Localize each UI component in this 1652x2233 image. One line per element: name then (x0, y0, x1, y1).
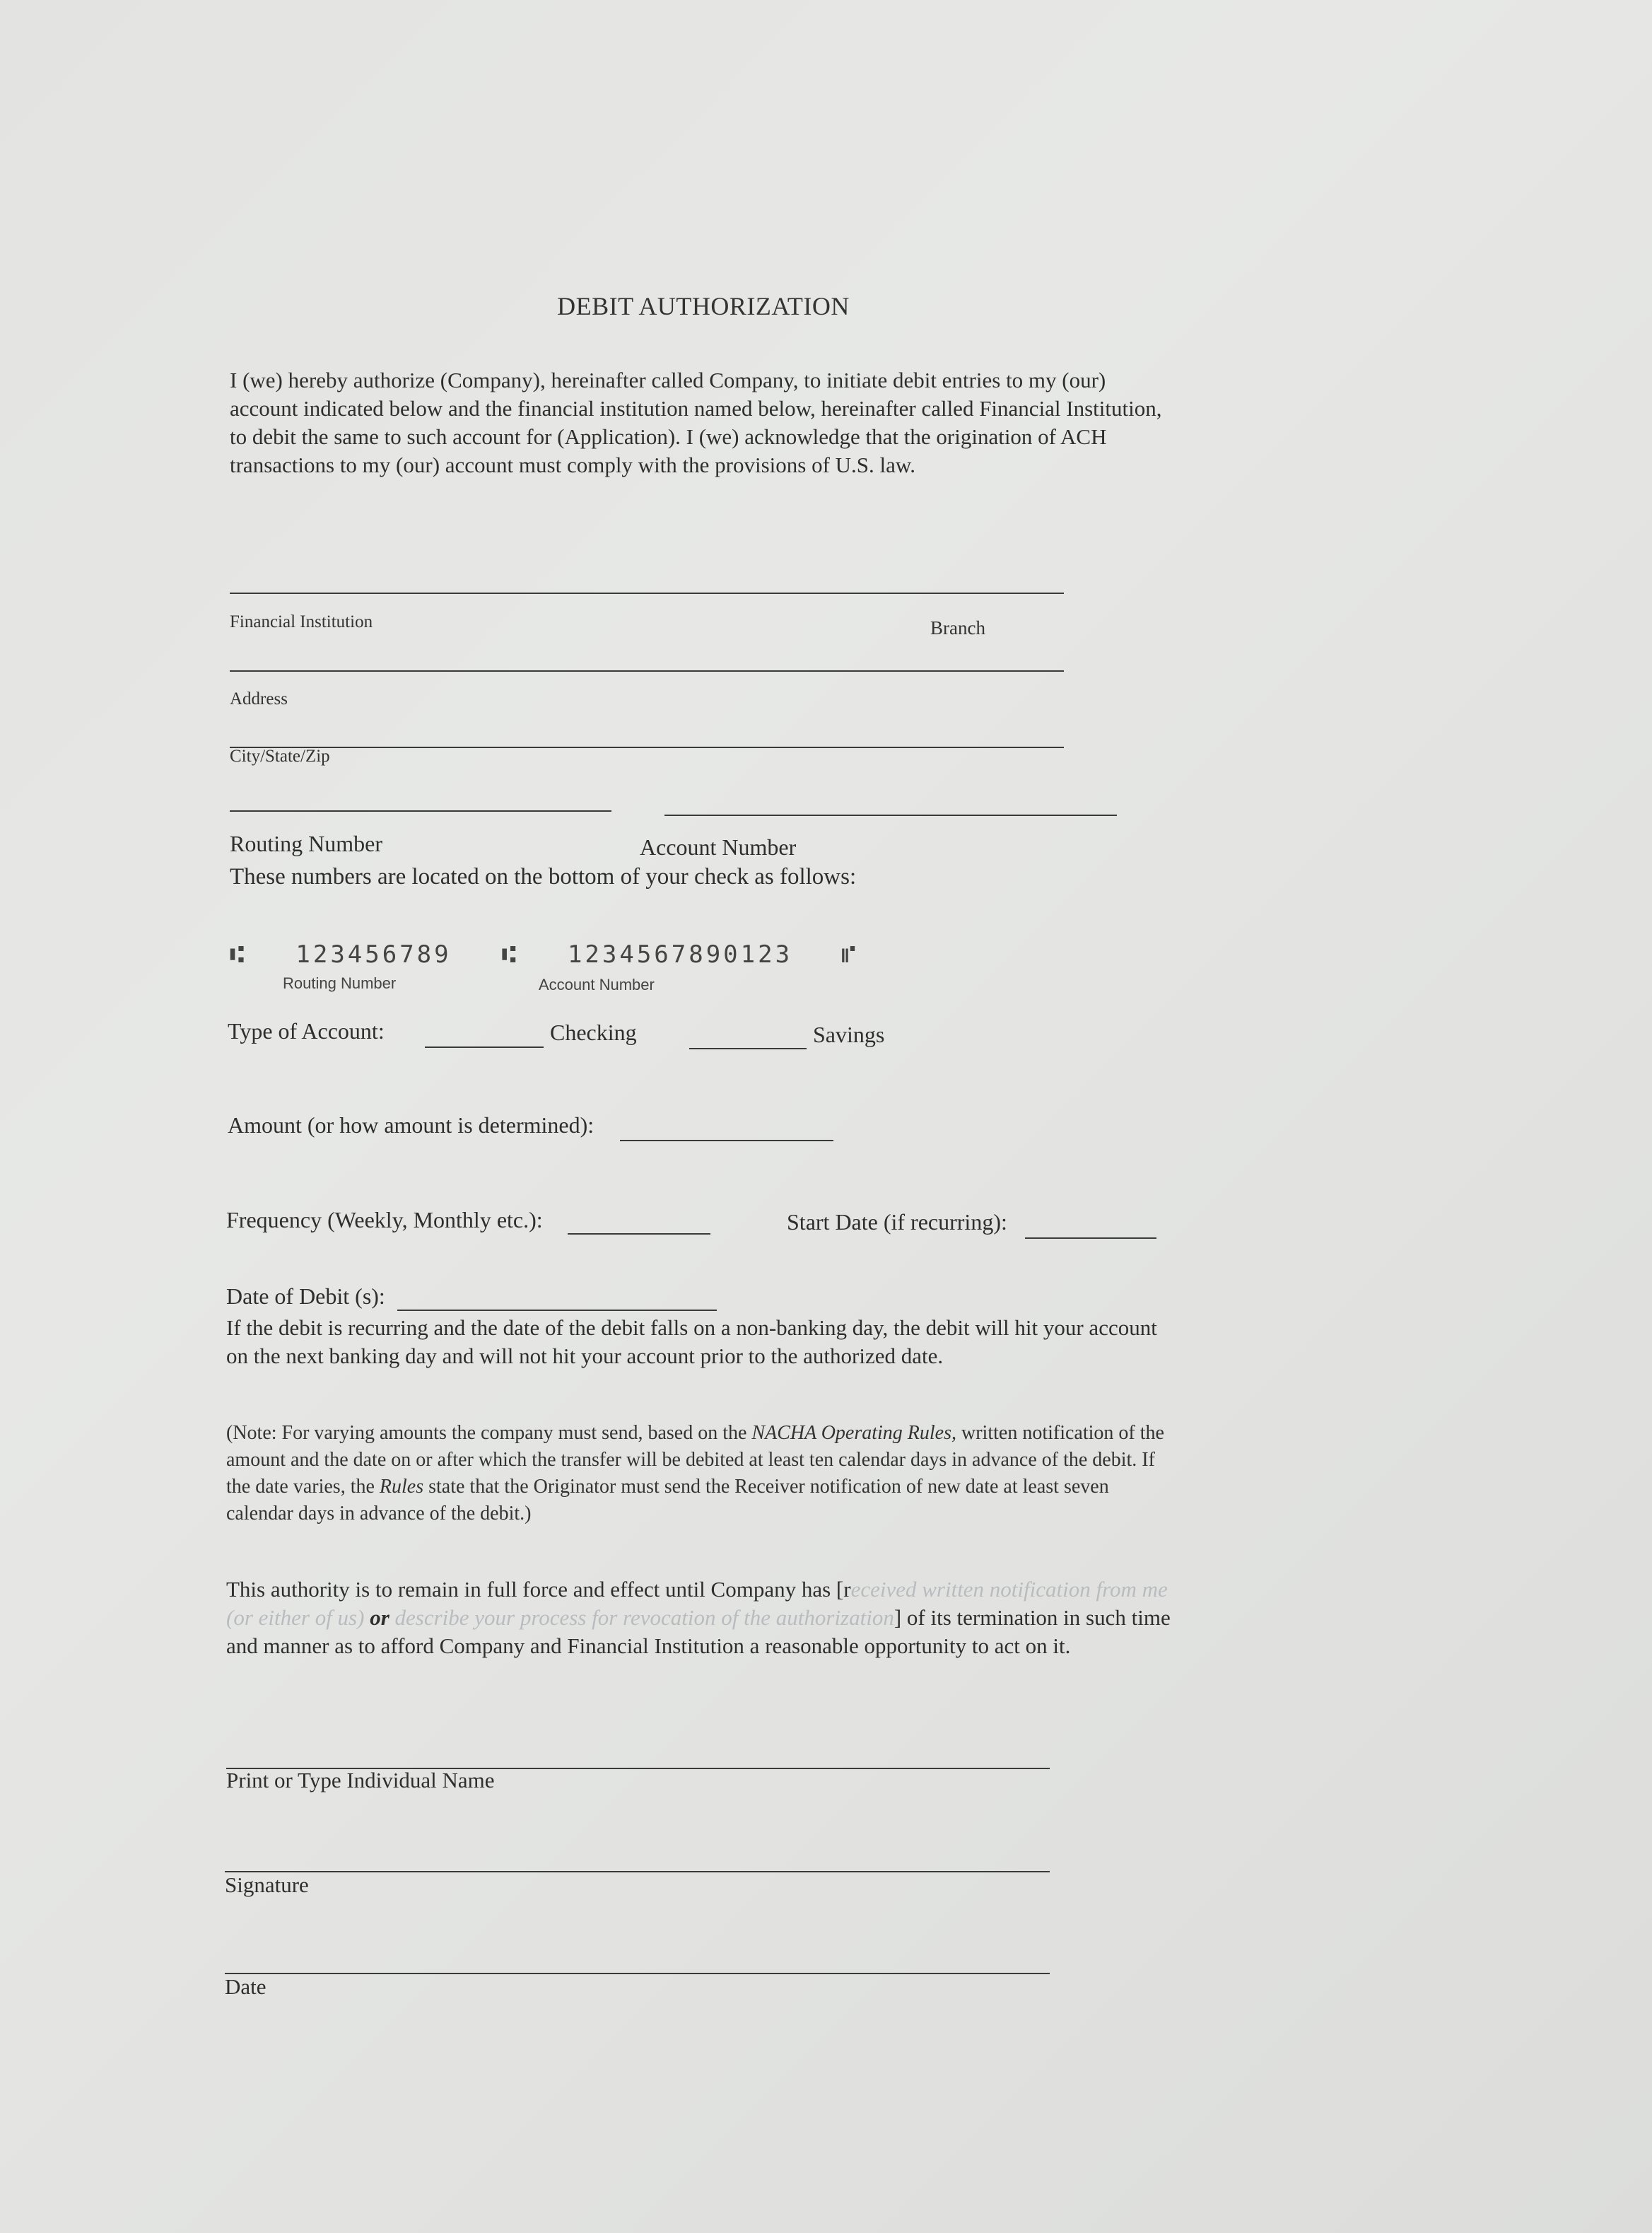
address-line[interactable] (230, 670, 1064, 672)
branch-label: Branch (930, 617, 985, 639)
start-date-blank[interactable] (1025, 1237, 1156, 1239)
authority-end: ] of its termination in such time and manner as to afford Company and Financial Institution a reasonable opportunity to act on it. (226, 1605, 1171, 1658)
individual-name-label: Print or Type Individual Name (226, 1768, 495, 1792)
recurring-debit-note: If the debit is recurring and the date of the debit falls on a non-banking day, the debit will hit your account on the next banking day and will not hit your account prior to the authorized date. (226, 1315, 1157, 1368)
micr-on-us-symbol: ⑈ (841, 940, 859, 969)
date-label: Date (225, 1974, 266, 1999)
account-number-line[interactable] (664, 815, 1117, 816)
document-title: DEBIT AUTHORIZATION (557, 292, 850, 320)
authority-or: or (370, 1605, 389, 1630)
note-rules-name: NACHA Operating Rules, (751, 1422, 957, 1444)
account-number-label: Account Number (640, 834, 797, 860)
address-label: Address (230, 689, 288, 709)
date-of-debit-blank[interactable] (397, 1310, 717, 1311)
frequency-label: Frequency (Weekly, Monthly etc.): (226, 1207, 543, 1232)
micr-routing-digits: 123456789 (295, 940, 452, 969)
authority-start: This authority is to remain in full force and effect until Company has [r (226, 1577, 851, 1602)
note-middle: written notification of the amount and the date on or after which the transfer will be debited at least ten calendar days in advance of the debit. If the date varies, the (226, 1422, 1164, 1498)
micr-line-sample (230, 940, 858, 969)
note-rules-short: Rules (379, 1476, 424, 1498)
routing-number-label: Routing Number (230, 831, 382, 856)
authority-faded-1: eceived written notification from me (or either of us) (226, 1577, 1168, 1630)
note-prefix: (Note: For varying amounts the company must send, based on the (226, 1422, 747, 1444)
checking-option-label: Checking (550, 1020, 637, 1045)
savings-blank[interactable] (689, 1048, 807, 1049)
start-date-label: Start Date (if recurring): (787, 1209, 1007, 1235)
routing-number-line[interactable] (230, 810, 611, 812)
city-state-zip-label: City/State/Zip (230, 747, 330, 766)
authority-faded-2: describe your process for revocation of the authorization (394, 1605, 894, 1630)
micr-transit-symbol-2: ⑆ (501, 940, 519, 969)
check-location-note: These numbers are located on the bottom of your check as follows: (230, 864, 857, 890)
intro-paragraph: I (we) hereby authorize (Company), hereinafter called Company, to initiate debit entries to my (our) account indicated below and the financial institution named below, hereinafter called Financial Institution, to debit the same to such account for (Application). I (we) acknowledge that the origination of ACH transactions to my (our) account must comply with the provisions of U.S. law. (230, 368, 1162, 477)
amount-blank[interactable] (620, 1140, 833, 1141)
account-type-label: Type of Account: (228, 1018, 385, 1044)
micr-account-digits: 1234567890123 (567, 940, 793, 969)
city-state-zip-line[interactable] (230, 747, 1064, 748)
note-suffix: state that the Originator must send the Receiver notification of new date at least seven calendar days in advance of the debit.) (226, 1476, 1109, 1524)
financial-institution-line[interactable] (230, 593, 1064, 594)
amount-label: Amount (or how amount is determined): (228, 1112, 594, 1138)
signature-line[interactable] (225, 1871, 1050, 1872)
checking-blank[interactable] (425, 1046, 544, 1048)
date-of-debit-label: Date of Debit (s): (226, 1283, 385, 1309)
micr-routing-caption: Routing Number (283, 974, 397, 992)
frequency-blank[interactable] (568, 1233, 710, 1235)
date-line[interactable] (225, 1973, 1050, 1974)
micr-account-caption: Account Number (539, 976, 655, 993)
nacha-note (226, 1420, 1173, 1527)
savings-option-label: Savings (813, 1022, 885, 1047)
micr-transit-symbol: ⑆ (230, 940, 247, 969)
financial-institution-label: Financial Institution (230, 612, 373, 631)
signature-label: Signature (225, 1872, 309, 1897)
authority-paragraph (226, 1575, 1173, 1660)
